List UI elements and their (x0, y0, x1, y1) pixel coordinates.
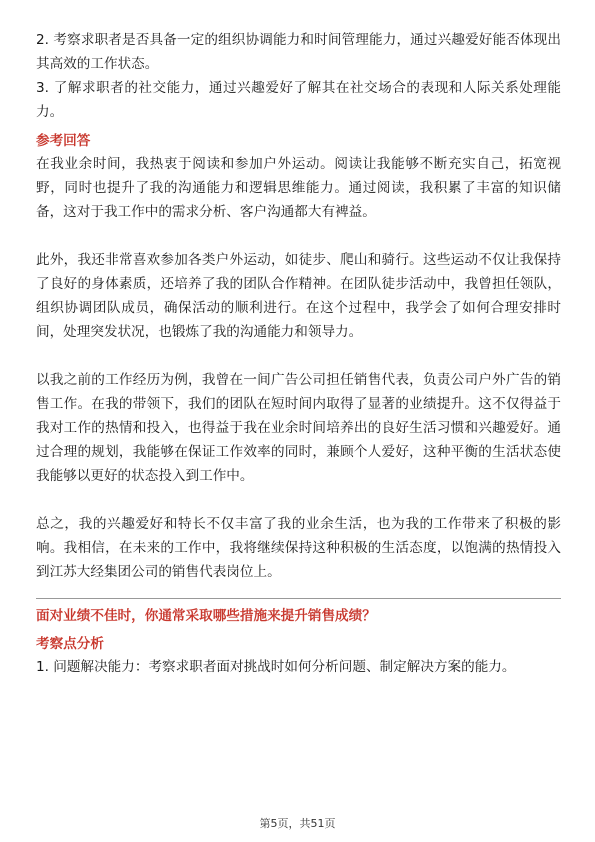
paragraph-gap (36, 344, 561, 368)
top-item-3: 3. 了解求职者的社交能力，通过兴趣爱好了解其在社交场合的表现和人际关系处理能力。 (36, 80, 561, 120)
answer-paragraph-1: 在我业余时间，我热衷于阅读和参加户外运动。阅读让我能够不断充实自己，拓宽视野，同时也提升了我的沟通能力和逻辑思维能力。通过阅读，我积累了丰富的知识储备，这对于我工作中的需求分析、客户沟通都大有裨益。 (36, 156, 561, 220)
analysis-item-1: 1. 问题解决能力：考察求职者面对挑战时如何分析问题、制定解决方案的能力。 (36, 659, 516, 675)
document-page (36, 28, 561, 679)
page-footer: 第5页，共51页 (259, 817, 336, 830)
answer-heading: 参考回答 (36, 133, 91, 149)
paragraph-gap (36, 224, 561, 248)
next-question-title: 面对业绩不佳时，你通常采取哪些措施来提升销售成绩？ (36, 608, 376, 624)
top-item-2: 2. 考察求职者是否具备一定的组织协调能力和时间管理能力，通过兴趣爱好能否体现出其高效的工作状态。 (36, 32, 561, 72)
paragraph-gap (36, 488, 561, 512)
section-divider (36, 598, 561, 599)
answer-paragraph-2: 此外，我还非常喜欢参加各类户外运动，如徒步、爬山和骑行。这些运动不仅让我保持了良好的身体素质，还培养了我的团队合作精神。在团队徒步活动中，我曾担任领队，组织协调团队成员，确保活动的顺利进行。在这个过程中，我学会了如何合理安排时间，处理突发状况，也锻炼了我的沟通能力和领导力。 (36, 252, 561, 340)
answer-paragraph-4: 总之，我的兴趣爱好和特长不仅丰富了我的业余生活，也为我的工作带来了积极的影响。我相信，在未来的工作中，我将继续保持这种积极的生活态度，以饱满的热情投入到江苏大经集团公司的销售代表岗位上。 (36, 516, 561, 580)
answer-paragraph-3: 以我之前的工作经历为例，我曾在一间广告公司担任销售代表，负责公司户外广告的销售工作。在我的带领下，我们的团队在短时间内取得了显著的业绩提升。这不仅得益于我对工作的热情和投入，也得益于我在业余时间培养出的良好生活习惯和兴趣爱好。通过合理的规划，我能够在保证工作效率的同时，兼顾个人爱好，这种平衡的生活状态使我能够以更好的状态投入到工作中。 (36, 372, 561, 484)
analysis-heading: 考察点分析 (36, 636, 104, 652)
